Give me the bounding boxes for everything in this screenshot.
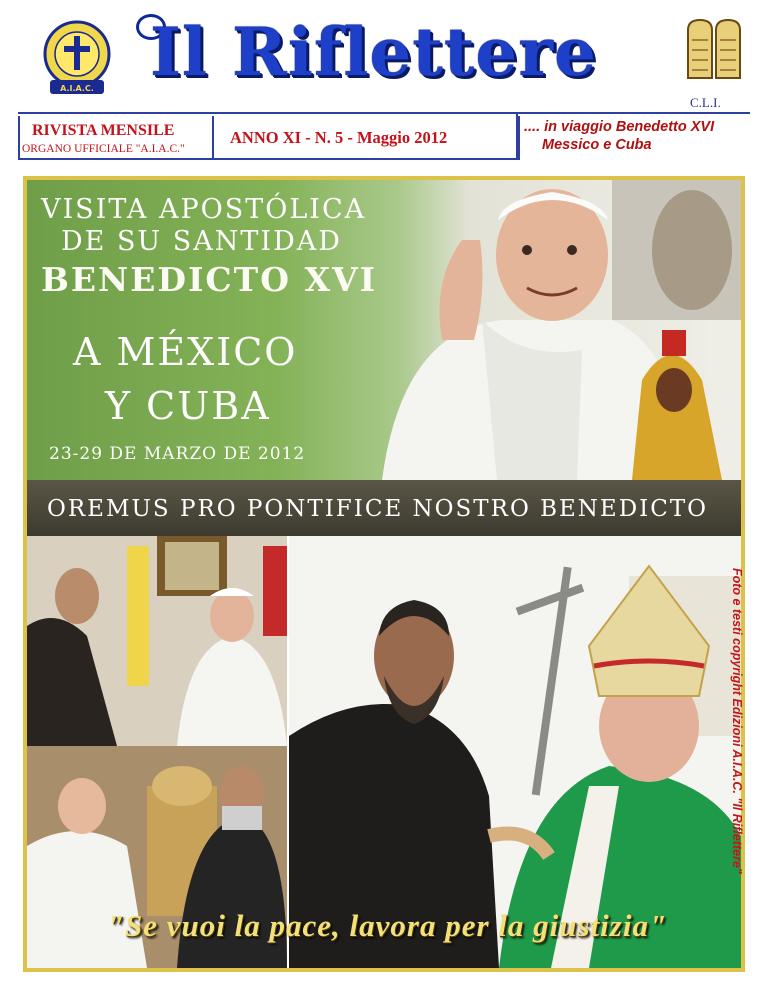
cover-motto: "Se vuoi la pace, lavora per la giustizia": [106, 908, 668, 943]
banner-line-4: A MÉXICO: [73, 330, 298, 374]
oremus-caption: OREMUS PRO PONTIFICE NOSTRO BENEDICTO: [47, 496, 709, 522]
meeting-photo-large: [289, 536, 741, 968]
visit-dates: 23-29 DE MARZO DE 2012: [49, 444, 306, 464]
cover-headline-line2: Messico e Cuba: [542, 137, 652, 153]
copyright-notice: Foto e testi copyright Edizioni A.I.A.C. "Il Riflettere": [730, 568, 744, 874]
issue-number: ANNO XI - N. 5 - Maggio 2012: [230, 128, 448, 147]
meeting-photo-illustration: [289, 536, 741, 968]
header-divider: [516, 112, 518, 160]
seal-label: A.I.A.C.: [60, 84, 94, 93]
rivista-mensile-label: RIVISTA MENSILE: [32, 122, 175, 139]
header-divider: [212, 116, 214, 160]
organo-ufficiale-label: ORGANO UFFICIALE "A.I.A.C.": [22, 143, 185, 155]
meeting-photo-illustration: [27, 536, 287, 746]
cover-headline: [524, 118, 714, 154]
cover-headline-line1: .... in viaggio Benedetto XVI: [524, 119, 715, 135]
banner-line-3: BENEDICTO XVI: [41, 260, 378, 299]
pope-portrait-image: [362, 180, 741, 480]
banner-line-1: VISITA APOSTÓLICA: [41, 194, 367, 225]
meeting-photo-top-left: [27, 536, 287, 746]
banner-line-5: Y CUBA: [105, 384, 271, 428]
visit-banner: [27, 180, 741, 536]
cli-label: C.L.I.: [690, 95, 721, 110]
commandment-tablets-icon: [684, 16, 744, 82]
magazine-title: Il Riflettere: [150, 13, 598, 91]
aiac-seal-logo: [42, 18, 112, 98]
cover-content: [27, 180, 741, 968]
header-rule: [18, 112, 750, 114]
banner-line-2: DE SU SANTIDAD: [61, 226, 342, 257]
photo-divider: [287, 536, 289, 968]
